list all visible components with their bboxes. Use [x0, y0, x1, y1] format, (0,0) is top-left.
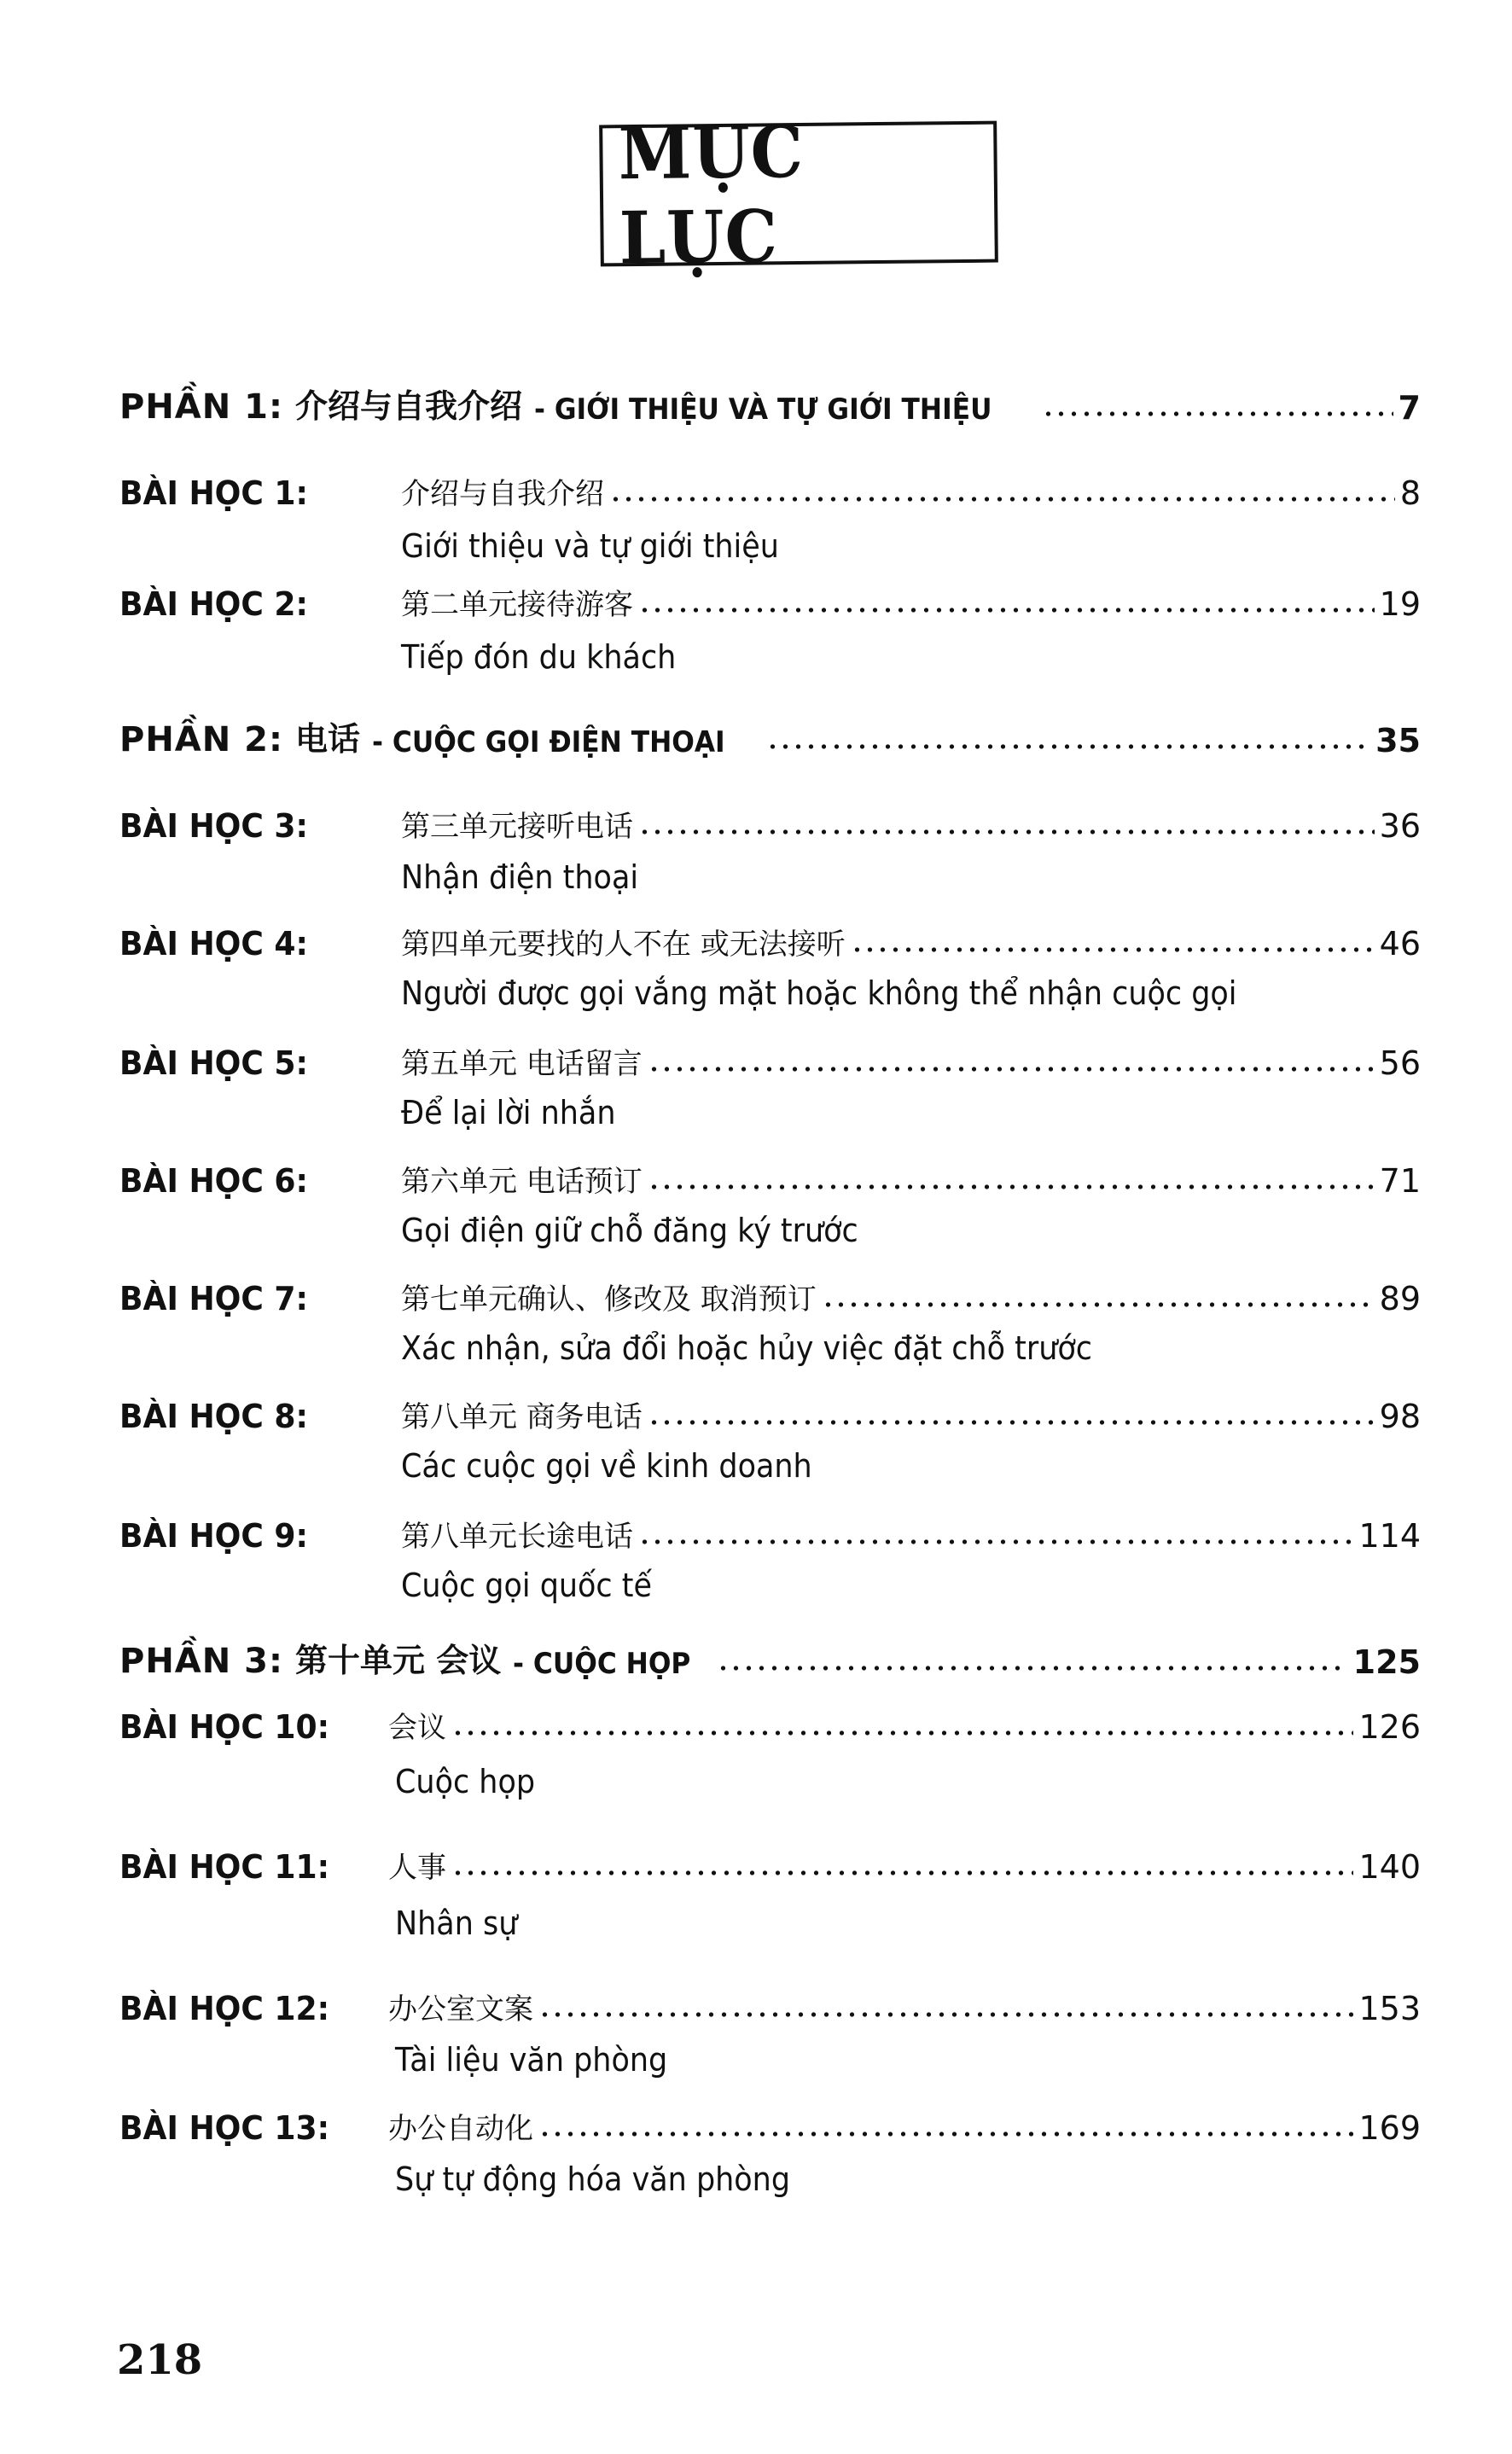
page-number: 56 — [1379, 1044, 1421, 1082]
toc-lesson-12[interactable] — [119, 1976, 1421, 2027]
part-title-cn: 电话 — [294, 720, 360, 758]
dot-leader — [609, 493, 1395, 505]
lesson-title-cn: 人事 — [388, 1851, 446, 1885]
toc-lesson-3[interactable] — [119, 794, 1421, 845]
toc-lesson-4[interactable] — [119, 911, 1421, 962]
lesson-label: BÀI HỌC 10: — [119, 1708, 330, 1746]
lesson-title-cn: 会议 — [388, 1711, 446, 1745]
page-number: 8 — [1399, 474, 1421, 512]
lesson-title-cn: 第六单元 电话预订 — [401, 1165, 643, 1199]
dot-leader — [638, 604, 1375, 616]
dot-leader — [451, 1727, 1353, 1739]
toc-lesson-6[interactable] — [119, 1148, 1421, 1200]
footer-page-number: 218 — [117, 2336, 203, 2384]
dot-leader — [648, 1416, 1375, 1428]
lesson-title-cn: 第四单元要找的人不在 或无法接听 — [401, 928, 846, 962]
lesson-title-vi: Nhân sự — [395, 1904, 518, 1942]
part-title-vi: - CUỘC GỌI ĐIỆN THOẠI — [372, 725, 725, 759]
lesson-title-cn: 第八单元长途电话 — [401, 1520, 633, 1554]
dot-leader — [648, 1181, 1375, 1193]
page-number: 35 — [1375, 722, 1421, 759]
page-number: 19 — [1379, 585, 1421, 623]
part-title-vi: - CUỘC HỌP — [513, 1647, 691, 1681]
part-title-cn: 第十单元 会议 — [294, 1642, 502, 1679]
page-number: 153 — [1358, 1990, 1421, 2027]
lesson-title-vi: Cuộc họp — [395, 1763, 536, 1800]
toc-title-box — [599, 108, 998, 281]
page-number: 169 — [1358, 2109, 1421, 2147]
lesson-label: BÀI HỌC 12: — [119, 1990, 330, 2027]
lesson-label: BÀI HỌC 3: — [119, 807, 308, 845]
dot-leader — [638, 826, 1375, 838]
part-label: PHẦN 3: — [119, 1642, 283, 1681]
dot-leader — [538, 2128, 1353, 2140]
lesson-title-vi: Cuộc gọi quốc tế — [401, 1567, 652, 1604]
lesson-title-cn: 第八单元 商务电话 — [401, 1400, 643, 1434]
dot-leader — [822, 1299, 1375, 1311]
toc-lesson-7[interactable] — [119, 1266, 1421, 1317]
part-title-vi: - GIỚI THIỆU VÀ TỰ GIỚI THIỆU — [534, 393, 992, 427]
page-number: 114 — [1358, 1517, 1421, 1555]
lesson-label: BÀI HỌC 1: — [119, 474, 308, 512]
lesson-title-vi: Xác nhận, sửa đổi hoặc hủy việc đặt chỗ trước — [401, 1329, 1092, 1367]
lesson-label: BÀI HỌC 5: — [119, 1044, 308, 1082]
part-label: PHẦN 1: — [119, 387, 283, 427]
dot-leader — [766, 741, 1370, 753]
page-number: 125 — [1352, 1643, 1421, 1681]
lesson-title-vi: Các cuộc gọi về kinh doanh — [401, 1447, 812, 1485]
lesson-label: BÀI HỌC 11: — [119, 1848, 330, 1886]
part-label: PHẦN 2: — [119, 720, 283, 759]
lesson-title-cn: 第二单元接待游客 — [401, 588, 633, 622]
lesson-title-vi: Sự tự động hóa văn phòng — [395, 2160, 791, 2198]
page-number: 126 — [1358, 1708, 1421, 1746]
toc-lesson-9[interactable] — [119, 1503, 1421, 1555]
lesson-title-vi: Giới thiệu và tự giới thiệu — [401, 527, 779, 565]
lesson-title-cn: 第七单元确认、修改及 取消预订 — [401, 1282, 817, 1317]
dot-leader — [851, 944, 1375, 956]
lesson-title-vi: Tiếp đón du khách — [401, 638, 677, 676]
dot-leader — [648, 1063, 1375, 1075]
toc-part-1[interactable] — [119, 375, 1421, 427]
lesson-label: BÀI HỌC 6: — [119, 1162, 308, 1200]
toc-lesson-10[interactable] — [119, 1695, 1421, 1746]
toc-lesson-11[interactable] — [119, 1835, 1421, 1886]
page-number: 140 — [1358, 1848, 1421, 1886]
lesson-title-cn: 第三单元接听电话 — [401, 810, 633, 844]
lesson-label: BÀI HỌC 8: — [119, 1398, 308, 1435]
dot-leader — [451, 1867, 1353, 1879]
part-title-cn: 介绍与自我介绍 — [294, 387, 522, 425]
toc-lesson-2[interactable] — [119, 572, 1421, 623]
dot-leader — [1042, 408, 1393, 420]
toc-lesson-5[interactable] — [119, 1031, 1421, 1082]
toc-part-2[interactable] — [119, 708, 1421, 759]
lesson-title-vi: Để lại lời nhắn — [401, 1094, 616, 1131]
lesson-title-cn: 办公自动化 — [388, 2112, 533, 2146]
dot-leader — [538, 2009, 1353, 2021]
page-number: 89 — [1379, 1280, 1421, 1317]
lesson-title-cn: 办公室文案 — [388, 1992, 533, 2027]
toc-lesson-13[interactable] — [119, 2096, 1421, 2147]
lesson-label: BÀI HỌC 7: — [119, 1280, 308, 1317]
page-number: 71 — [1379, 1162, 1421, 1200]
dot-leader — [638, 1536, 1353, 1548]
lesson-title-vi: Tài liệu văn phòng — [395, 2041, 668, 2079]
lesson-label: BÀI HỌC 4: — [119, 925, 308, 962]
lesson-title-vi: Gọi điện giữ chỗ đăng ký trước — [401, 1212, 858, 1249]
page-title: MỤC LỤC — [618, 108, 805, 281]
page-number: 36 — [1379, 807, 1421, 845]
lesson-title-vi: Người được gọi vắng mặt hoặc không thể nhận cuộc gọi — [401, 974, 1237, 1012]
dot-leader — [717, 1662, 1348, 1674]
toc-lesson-1[interactable] — [119, 461, 1421, 512]
toc-part-3[interactable] — [119, 1630, 1421, 1681]
lesson-title-cn: 介绍与自我介绍 — [401, 477, 604, 511]
toc-lesson-8[interactable] — [119, 1384, 1421, 1435]
page-number: 98 — [1379, 1398, 1421, 1435]
lesson-label: BÀI HỌC 2: — [119, 585, 308, 623]
lesson-label: BÀI HỌC 9: — [119, 1517, 308, 1555]
page-number: 46 — [1379, 925, 1421, 962]
lesson-title-vi: Nhận điện thoại — [401, 858, 639, 896]
page-number: 7 — [1398, 389, 1421, 427]
lesson-label: BÀI HỌC 13: — [119, 2109, 330, 2147]
lesson-title-cn: 第五单元 电话留言 — [401, 1047, 643, 1081]
